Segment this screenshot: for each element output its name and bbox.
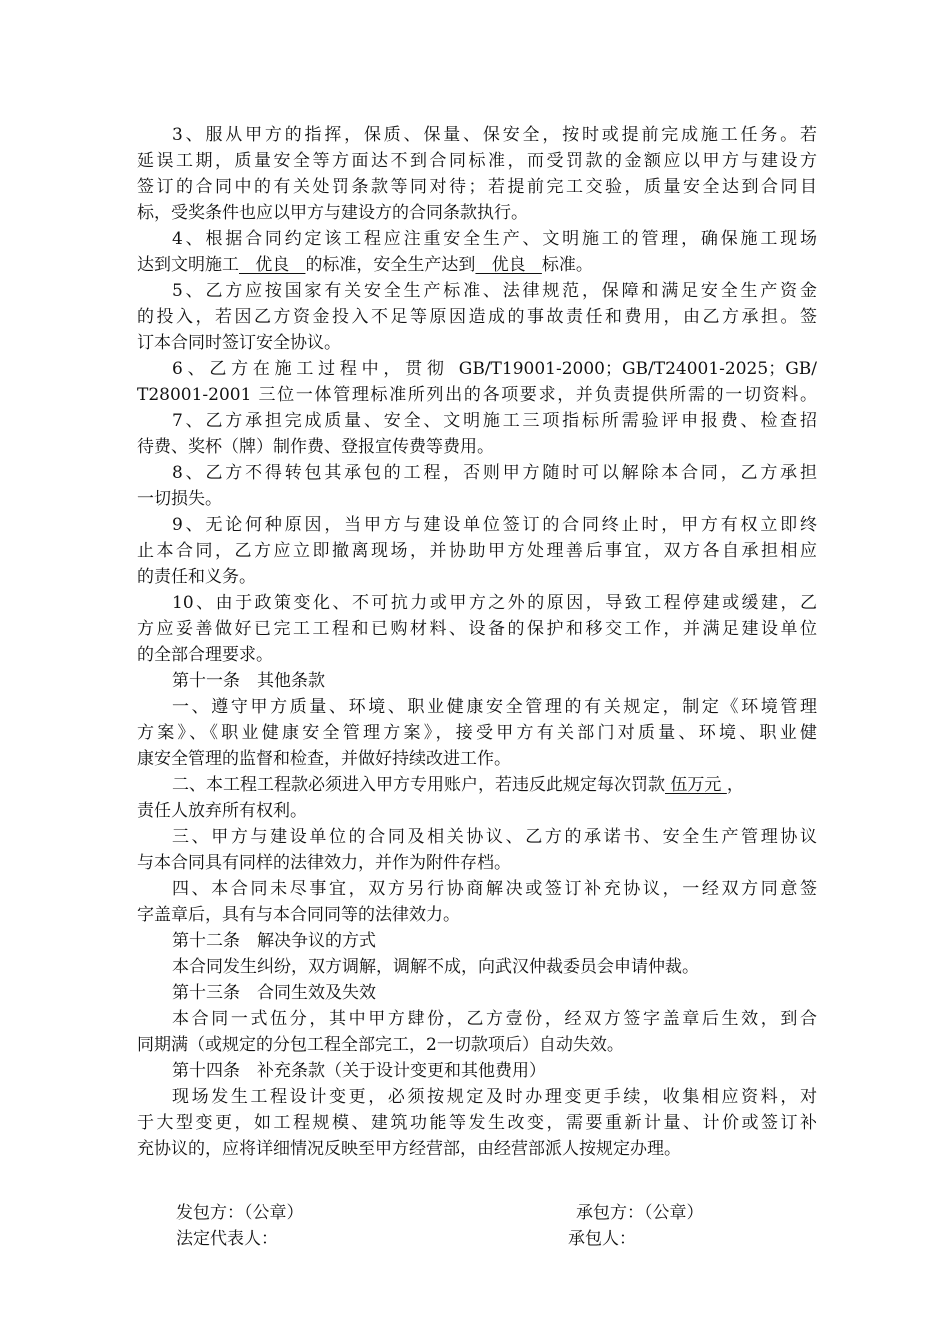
- clause-8-line-1: 8、乙方不得转包其承包的工程，否则甲方随时可以解除本合同，乙方承担: [172, 463, 817, 483]
- clause-6-line-2: T28001-2001 三位一体管理标准所列出的各项要求，并负责提供所需的一切资料。: [137, 385, 817, 405]
- clause-8-line-2: 一切损失。: [137, 489, 222, 509]
- clause-9-line-3: 的责任和义务。: [137, 567, 256, 587]
- article-14-line-2: 于大型变更，如工程规模、建筑功能等发生改变，需要重新计量、计价或签订补: [137, 1113, 817, 1133]
- clause-3-line-2: 延误工期，质量安全等方面达不到合同标准，而受罚款的金额应以甲方与建设方: [137, 151, 817, 171]
- clause-5-line-1: 5、乙方应按国家有关安全生产标准、法律规范，保障和满足安全生产资金: [172, 281, 817, 301]
- clause-3-line-4: 标，受奖条件也应以甲方与建设方的合同条款执行。: [137, 203, 528, 223]
- clause-3-line-1: 3、服从甲方的指挥，保质、保量、保安全，按时或提前完成施工任务。若: [172, 125, 817, 145]
- clause-4-text-b: 的标准，安全生产达到: [305, 255, 476, 275]
- article-12-heading: 第十二条 解决争议的方式: [172, 931, 376, 951]
- clause-4-line-2: [137, 252, 817, 278]
- article-11-p1-line-2: 方案》、《职业健康安全管理方案》，接受甲方有关部门对质量、环境、职业健: [137, 723, 817, 743]
- article-11-p3-line-2: 与本合同具有同样的法律效力，并作为附件存档。: [137, 853, 511, 873]
- article-11-p2-text-b: ，: [726, 775, 744, 795]
- clause-6-line-1: 6、乙方在施工过程中，贯彻 GB/T19001-2000；GB/T24001-2025；GB/: [172, 359, 817, 379]
- clause-5-line-2: 的投入，若因乙方资金投入不足等原因造成的事故责任和费用，由乙方承担。签: [137, 307, 817, 327]
- employer-seal-label: 发包方：（公章）: [176, 1203, 304, 1223]
- article-13-line-2: 同期满（或规定的分包工程全部完工，2一切款项后）自动失效。: [137, 1035, 624, 1055]
- article-11-p2-line-1: [172, 772, 817, 798]
- penalty-amount-fill: 伍万元: [665, 775, 727, 795]
- clause-10-line-1: 10、由于政策变化、不可抗力或甲方之外的原因，导致工程停建或缓建，乙: [172, 593, 817, 613]
- contractor-seal-label: 承包方：（公章）: [576, 1203, 704, 1223]
- employer-representative-label: 法定代表人：: [176, 1229, 278, 1249]
- clause-7-line-1: 7、乙方承担完成质量、安全、文明施工三项指标所需验评申报费、检查招: [172, 411, 817, 431]
- clause-9-line-1: 9、无论何种原因，当甲方与建设单位签订的合同终止时，甲方有权立即终: [172, 515, 817, 535]
- article-11-p2-line-2: 责任人放弃所有权利。: [137, 801, 307, 821]
- article-12-p1: 本合同发生纠纷，双方调解，调解不成，向武汉仲裁委员会申请仲裁。: [172, 957, 699, 977]
- civilized-construction-grade-fill: 优良: [239, 255, 306, 275]
- article-11-p1-line-1: 一、遵守甲方质量、环境、职业健康安全管理的有关规定，制定《环境管理: [172, 697, 817, 717]
- article-11-p3-line-1: 三、甲方与建设单位的合同及相关协议、乙方的承诺书、安全生产管理协议: [172, 827, 817, 847]
- article-13-line-1: 本合同一式伍分，其中甲方肆份，乙方壹份，经双方签字盖章后生效，到合: [172, 1009, 817, 1029]
- clause-10-line-2: 方应妥善做好已完工工程和已购材料、设备的保护和移交工作，并满足建设单位: [137, 619, 817, 639]
- contractor-representative-label: 承包人：: [568, 1229, 636, 1249]
- clause-10-line-3: 的全部合理要求。: [137, 645, 273, 665]
- article-11-p4-line-2: 字盖章后，具有与本合同同等的法律效力。: [137, 905, 460, 925]
- clause-4-text-a: 达到文明施工: [137, 255, 239, 275]
- clause-9-line-2: 止本合同，乙方应立即撤离现场，并协助甲方处理善后事宜，双方各自承担相应: [137, 541, 817, 561]
- safety-grade-fill: 优良: [475, 255, 542, 275]
- article-13-heading: 第十三条 合同生效及失效: [172, 983, 376, 1003]
- article-11-p4-line-1: 四、本合同未尽事宜，双方另行协商解决或签订补充协议，一经双方同意签: [172, 879, 817, 899]
- clause-7-line-2: 待费、奖杯（牌）制作费、登报宣传费等费用。: [137, 437, 494, 457]
- clause-4-text-c: 标准。: [541, 255, 593, 275]
- article-11-p2-text-a: 二、本工程工程款必须进入甲方专用账户，若违反此规定每次罚款: [172, 775, 665, 795]
- article-14-line-1: 现场发生工程设计变更，必须按规定及时办理变更手续，收集相应资料，对: [172, 1087, 817, 1107]
- article-11-heading: 第十一条 其他条款: [172, 671, 325, 691]
- article-11-p1-line-3: 康安全管理的监督和检查，并做好持续改进工作。: [137, 749, 511, 769]
- clause-5-line-3: 订本合同时签订安全协议。: [137, 333, 341, 353]
- clause-4-line-1: 4、根据合同约定该工程应注重安全生产、文明施工的管理，确保施工现场: [172, 229, 817, 249]
- article-14-heading: 第十四条 补充条款（关于设计变更和其他费用）: [172, 1061, 546, 1081]
- clause-3-line-3: 签订的合同中的有关处罚条款等同对待；若提前完工交验，质量安全达到合同目: [137, 177, 817, 197]
- article-14-line-3: 充协议的，应将详细情况反映至甲方经营部，由经营部派人按规定办理。: [137, 1139, 681, 1159]
